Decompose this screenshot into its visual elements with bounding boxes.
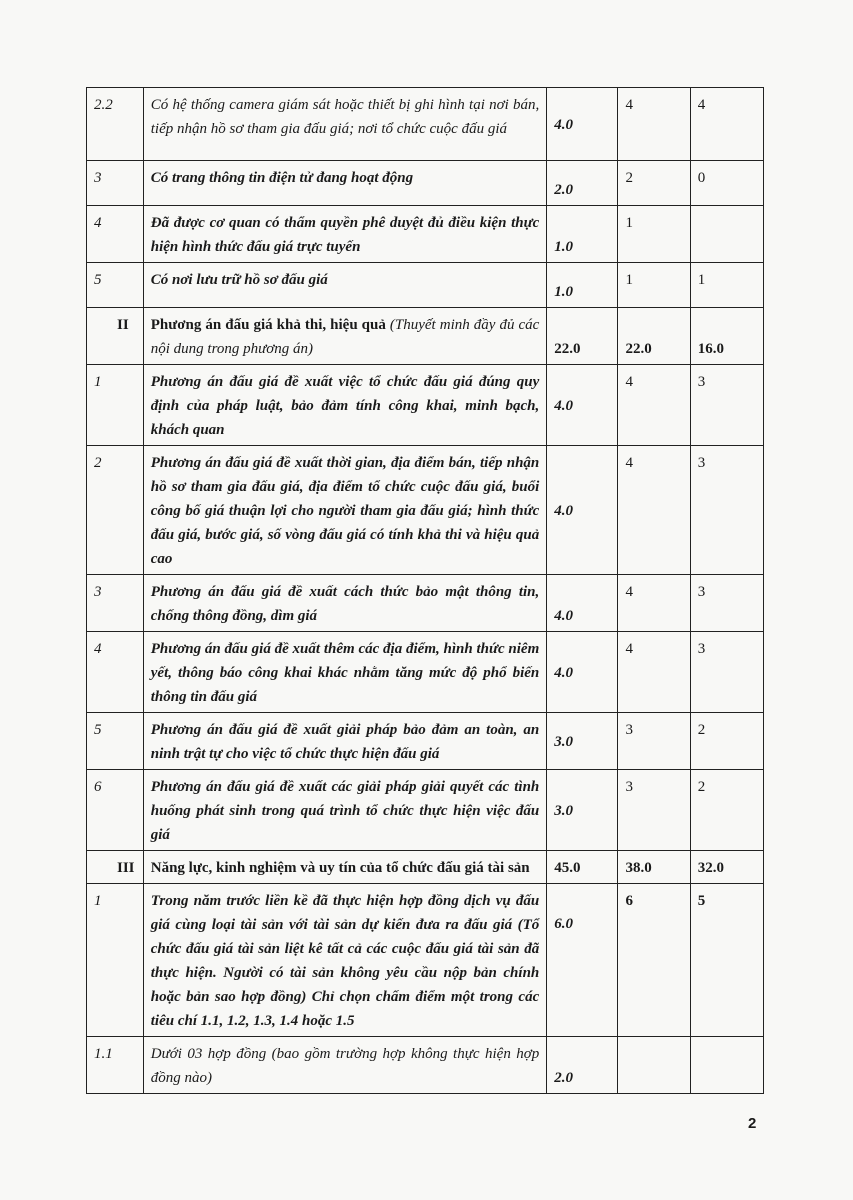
score-b: 3: [690, 446, 763, 575]
row-number: 1.1: [87, 1037, 144, 1094]
criterion-text: Phương án đấu giá đề xuất thêm các địa điểm, hình thức niêm yết, thông báo công khai khác nhằm tăng mức độ phổ biến thông tin đấu giá: [143, 632, 547, 713]
section-title: Năng lực, kinh nghiệm và uy tín của tổ chức đấu giá tài sản: [143, 851, 547, 884]
criterion-text: Trong năm trước liền kề đã thực hiện hợp đồng dịch vụ đấu giá cùng loại tài sản với tài sản dự kiến đưa ra đấu giá (Tổ chức đấu giá tài sản liệt kê tất cả các cuộc đấu giá tài sản đã thực hiện. Người có tài sản không yêu cầu nộp bản chính hoặc bản sao hợp đồng) Chỉ chọn chấm điểm một trong các tiêu chí 1.1, 1.2, 1.3, 1.4 hoặc 1.5: [143, 884, 547, 1037]
table-row: [87, 365, 764, 446]
max-score: 2.0: [547, 161, 618, 206]
table-row: [87, 884, 764, 1037]
max-score: 6.0: [547, 884, 618, 1037]
table-row: [87, 713, 764, 770]
score-b: 3: [690, 365, 763, 446]
score-a: 4: [618, 446, 690, 575]
score-b: 3: [690, 575, 763, 632]
max-score: 22.0: [547, 308, 618, 365]
section-row: [87, 851, 764, 884]
score-b: 32.0: [690, 851, 763, 884]
row-number: 2: [87, 446, 144, 575]
score-a: 4: [618, 88, 690, 161]
score-b: 1: [690, 263, 763, 308]
score-a: 1: [618, 263, 690, 308]
table-row: [87, 1037, 764, 1094]
row-number: 4: [87, 206, 144, 263]
criterion-text: Có hệ thống camera giám sát hoặc thiết bị ghi hình tại nơi bán, tiếp nhận hồ sơ tham gia đấu giá; nơi tổ chức cuộc đấu giá: [143, 88, 547, 161]
table-row: [87, 263, 764, 308]
page-number: 2: [748, 1115, 757, 1132]
section-number: III: [87, 851, 144, 884]
criterion-text: Phương án đấu giá đề xuất việc tổ chức đấu giá đúng quy định của pháp luật, bảo đảm tính công khai, minh bạch, khách quan: [143, 365, 547, 446]
row-number: 6: [87, 770, 144, 851]
criterion-text: Phương án đấu giá đề xuất thời gian, địa điểm bán, tiếp nhận hồ sơ tham gia đấu giá, địa điểm tổ chức cuộc đấu giá, buổi công bố giá thuận lợi cho người tham gia đấu giá; hình thức đấu giá, bước giá, số vòng đấu giá có tính khả thi và hiệu quả cao: [143, 446, 547, 575]
table-row: [87, 575, 764, 632]
score-a: 3: [618, 713, 690, 770]
score-b: 5: [690, 884, 763, 1037]
score-a: 22.0: [618, 308, 690, 365]
row-number: 5: [87, 713, 144, 770]
row-number: 3: [87, 161, 144, 206]
row-number: 4: [87, 632, 144, 713]
criterion-text: Phương án đấu giá đề xuất cách thức bảo mật thông tin, chống thông đồng, dìm giá: [143, 575, 547, 632]
section-number: II: [87, 308, 144, 365]
section-title-text: Phương án đấu giá khả thi, hiệu quả: [150, 317, 386, 333]
score-b: 16.0: [690, 308, 763, 365]
max-score: 4.0: [547, 88, 618, 161]
score-a: 38.0: [618, 851, 690, 884]
criterion-text: Phương án đấu giá đề xuất giải pháp bảo đảm an toàn, an ninh trật tự cho việc tổ chức thực hiện đấu giá: [143, 713, 547, 770]
score-a: 1: [618, 206, 690, 263]
table-row: [87, 161, 764, 206]
criterion-text: Dưới 03 hợp đồng (bao gồm trường hợp không thực hiện hợp đồng nào): [143, 1037, 547, 1094]
section-row: [87, 308, 764, 365]
row-number: 1: [87, 884, 144, 1037]
score-b: 3: [690, 632, 763, 713]
max-score: 4.0: [547, 365, 618, 446]
section-note: (Thuyết minh đầy đủ các nội dung trong phương án): [150, 317, 540, 357]
criterion-text: Phương án đấu giá đề xuất các giải pháp giải quyết các tình huống phát sinh trong quá trình tổ chức thực hiện việc đấu giá: [143, 770, 547, 851]
score-b: 0: [690, 161, 763, 206]
table-row: [87, 206, 764, 263]
score-a: 3: [618, 770, 690, 851]
criteria-table: [86, 87, 764, 1094]
row-number: 3: [87, 575, 144, 632]
section-title: [143, 308, 547, 365]
score-b: 2: [690, 713, 763, 770]
score-a: 4: [618, 365, 690, 446]
table-row: [87, 88, 764, 161]
score-a: 4: [618, 632, 690, 713]
score-b: [690, 206, 763, 263]
table-row: [87, 446, 764, 575]
max-score: 4.0: [547, 575, 618, 632]
score-a: 6: [618, 884, 690, 1037]
score-a: 2: [618, 161, 690, 206]
table-row: [87, 770, 764, 851]
max-score: 3.0: [547, 770, 618, 851]
criterion-text: Đã được cơ quan có thẩm quyền phê duyệt đủ điều kiện thực hiện hình thức đấu giá trực tuyến: [143, 206, 547, 263]
max-score: 1.0: [547, 263, 618, 308]
score-b: 2: [690, 770, 763, 851]
max-score: 45.0: [547, 851, 618, 884]
table-row: [87, 632, 764, 713]
row-number: 1: [87, 365, 144, 446]
score-b: [690, 1037, 763, 1094]
max-score: 3.0: [547, 713, 618, 770]
score-b: 4: [690, 88, 763, 161]
row-number: 5: [87, 263, 144, 308]
score-a: 4: [618, 575, 690, 632]
max-score: 2.0: [547, 1037, 618, 1094]
max-score: 4.0: [547, 632, 618, 713]
max-score: 4.0: [547, 446, 618, 575]
criterion-text: Có nơi lưu trữ hồ sơ đấu giá: [143, 263, 547, 308]
criterion-text: Có trang thông tin điện tử đang hoạt động: [143, 161, 547, 206]
row-number: 2.2: [87, 88, 144, 161]
max-score: 1.0: [547, 206, 618, 263]
score-a: [618, 1037, 690, 1094]
